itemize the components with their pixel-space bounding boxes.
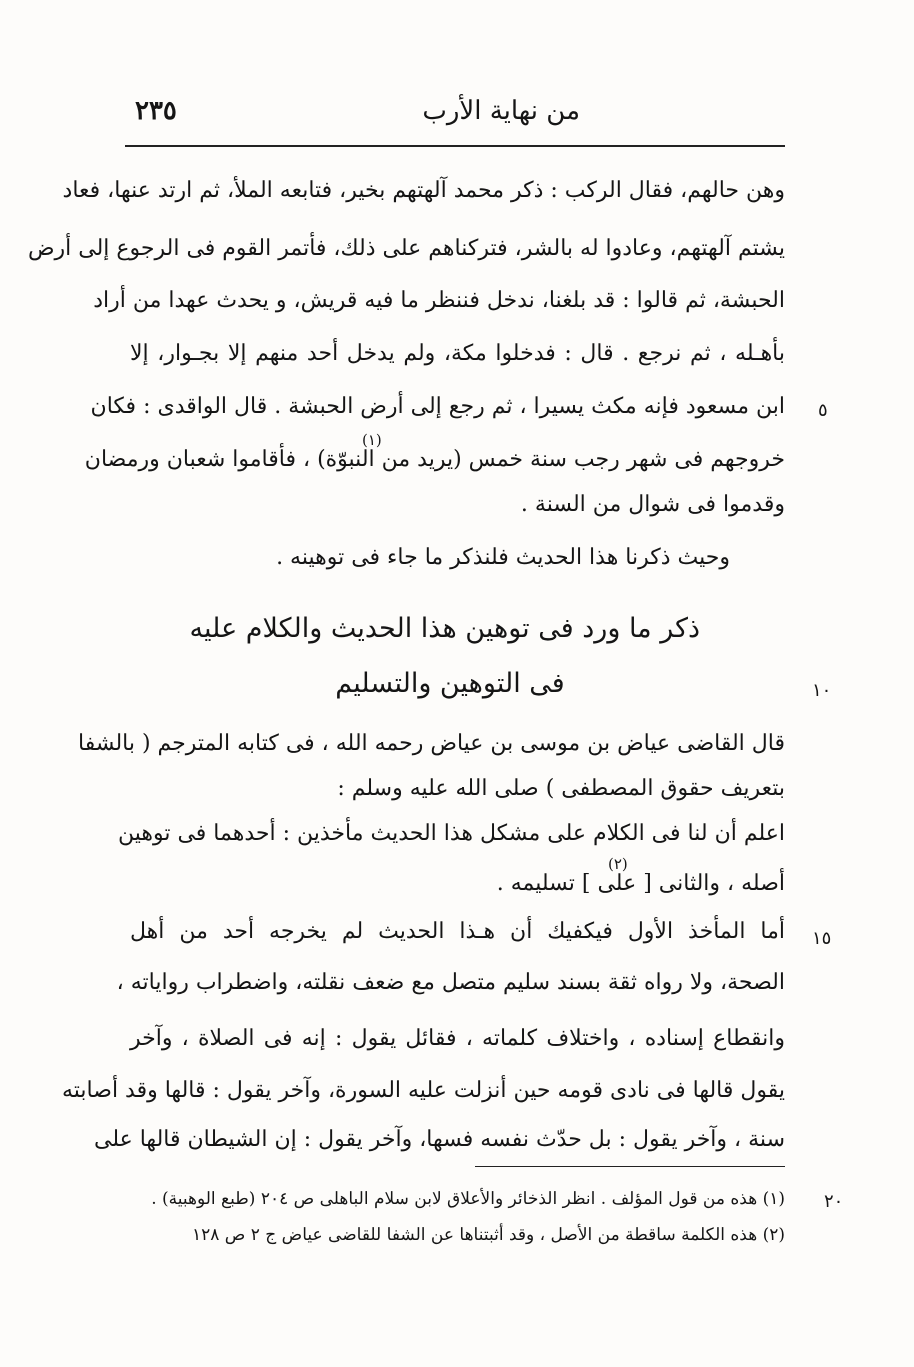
text-line: أما المأخذ الأول فيكفيك أن هـذا الحديث لم يخرجه أحد من أهل <box>130 919 785 944</box>
page-number: ٢٣٥ <box>135 96 177 126</box>
text-line: بتعريف حقوق المصطفى ) صلى الله عليه وسلم : <box>337 776 785 801</box>
footnote-rule <box>475 1166 785 1167</box>
line-number: ١٠ <box>812 680 832 701</box>
text-line: وانقطاع إسناده ، واختلاف كلماته ، فقائل يقول : إنه فى الصلاة ، وآخر <box>130 1026 785 1051</box>
running-title: من نهاية الأرب <box>422 96 580 126</box>
text-line: وحيث ذكرنا هذا الحديث فلنذكر ما جاء فى توهينه . <box>276 545 730 570</box>
line-number: ٢٠ <box>824 1191 844 1212</box>
section-heading: ذكر ما ورد فى توهين هذا الحديث والكلام عليه <box>189 613 700 644</box>
footnote-marker: (١) <box>362 431 382 449</box>
text-line: قال القاضى عياض بن موسى بن عياض رحمه الله ، فى كتابه المترجم ( بالشفا <box>77 731 785 756</box>
text-line: ابن مسعود فإنه مكث يسيرا ، ثم رجع إلى أرض الحبشة . قال الواقدى : فكان <box>90 394 785 419</box>
footnote-marker: (٢) <box>608 855 628 873</box>
text-line: يشتم آلهتهم، وعادوا له بالشر، فتركناهم على ذلك، فأتمر القوم فى الرجوع إلى أرض <box>27 236 785 261</box>
text-line: أصله ، والثانى [ على ] تسليمه . <box>496 871 785 896</box>
text-line: سنة ، وآخر يقول : بل حدّث نفسه فسها، وآخر يقول : إن الشيطان قالها على <box>93 1127 785 1152</box>
text-line: اعلم أن لنا فى الكلام على مشكل هذا الحديث مأخذين : أحدهما فى توهين <box>117 821 785 846</box>
text-line: بأهـله ، ثم نرجع . قال : فدخلوا مكة، ولم يدخل أحد منهم إلا بجـوار، إلا <box>130 341 785 366</box>
text-line: يقول قالها فى نادى قومه حين أنزلت عليه السورة، وآخر يقول : قالها وقد أصابته <box>62 1078 785 1103</box>
line-number: ٥ <box>818 400 828 421</box>
text-line: الحبشة، ثم قالوا : قد بلغنا، ندخل فننظر ما فيه قريش، و يحدث عهدا من أراد <box>93 288 785 313</box>
line-number: ١٥ <box>812 928 832 949</box>
text-line: خروجهم فى شهر رجب سنة خمس (يريد من النبوّة) ، فأقاموا شعبان ورمضان <box>84 447 785 472</box>
section-subheading: فى التوهين والتسليم <box>335 668 565 699</box>
footnote: (١) هذه من قول المؤلف . انظر الذخائر والأعلاق لابن سلام الباهلى ص ٢٠٤ (طبع الوهبية) . <box>151 1189 785 1209</box>
text-line: وقدموا فى شوال من السنة . <box>520 492 785 517</box>
text-line: وهن حالهم، فقال الركب : ذكر محمد آلهتهم بخير، فتابعه الملأ، ثم ارتد عنها، فعاد <box>62 178 785 203</box>
header-rule <box>125 145 785 147</box>
text-line: الصحة، ولا رواه ثقة بسند سليم متصل مع ضعف نقلته، واضطراب رواياته ، <box>116 970 785 995</box>
footnote: (٢) هذه الكلمة ساقطة من الأصل ، وقد أثبتناها عن الشفا للقاضى عياض ج ٢ ص ١٢٨ <box>191 1225 785 1245</box>
page-header <box>125 92 785 142</box>
